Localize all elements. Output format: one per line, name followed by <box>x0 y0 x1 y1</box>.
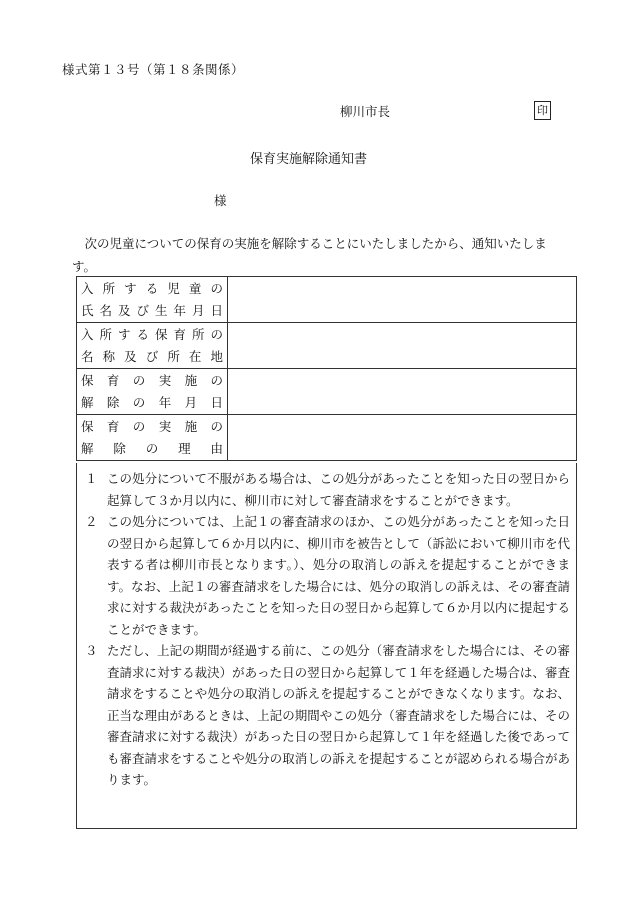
field-label-line: 解除の理由 <box>81 440 223 456</box>
recipient-honorific: 様 <box>214 193 227 208</box>
field-label-line: 入所する保育所の <box>81 326 223 342</box>
appeal-notice-box <box>76 463 577 829</box>
field-label <box>77 415 228 461</box>
table-row <box>77 323 577 369</box>
notice-number: ３ <box>85 643 98 658</box>
table-row <box>77 369 577 415</box>
table-row <box>77 415 577 461</box>
notice-text: ただし、上記の期間が経過する前に、この処分（審査請求をした場合には、その審査請求に対する裁決）があった日の翌日から起算して１年を経過した場合は、審査請求をすることや処分の取消しの訴えを提起することができなくなります。なお、正当な理由があるときは、上記の期間やこの処分（審査請求をした場合には、その審査請求に対する裁決）があった日の翌日から起算して１年を経過した後であっても審査請求をすることや処分の取消しの訴えを提起することが認められる場合があります。 <box>107 643 570 787</box>
field-value <box>228 277 577 323</box>
table-row <box>77 277 577 323</box>
seal-mark: 印 <box>534 101 551 120</box>
notice-number: １ <box>85 471 98 486</box>
field-label-line: 氏名及び生年月日 <box>81 302 223 318</box>
field-label-line: 入所する児童の <box>81 280 223 296</box>
notice-item <box>85 640 570 791</box>
field-value <box>228 369 577 415</box>
issuer-title: 柳川市長 <box>340 104 391 119</box>
field-label-line: 保育の実施の <box>81 418 223 434</box>
field-value <box>228 415 577 461</box>
field-label <box>77 369 228 415</box>
notice-number: ２ <box>85 514 98 529</box>
notice-item <box>85 511 570 640</box>
notice-text: この処分については、上記１の審査請求のほか、この処分があったことを知った日の翌日から起算して６か月以内に、柳川市を被告として（訴訟において柳川市を代表する者は柳川市長となります。）、処分の取消しの訴えを提起することができます。なお、上記１の審査請求をした場合には、処分の取消しの訴えは、その審査請求に対する裁決があったことを知った日の翌日から起算して６か月以内に提起することができます。 <box>107 514 570 637</box>
intro-text: 次の児童についての保育の実施を解除することにいたしましたから、通知いたします。 <box>72 236 547 274</box>
document-title: 保育実施解除通知書 <box>250 152 368 167</box>
info-table <box>76 276 577 461</box>
notice-item <box>85 468 570 511</box>
notice-text: この処分について不服がある場合は、この処分があったことを知った日の翌日から起算して３か月以内に、柳川市に対して審査請求をすることができます。 <box>107 471 570 508</box>
field-label-line: 名称及び所在地 <box>81 348 223 364</box>
field-label-line: 保育の実施の <box>81 372 223 388</box>
field-label-line: 解除の年月日 <box>81 394 223 410</box>
form-number: 様式第１３号（第１８条関係） <box>62 62 245 77</box>
field-label <box>77 323 228 369</box>
field-label <box>77 277 228 323</box>
field-value <box>228 323 577 369</box>
